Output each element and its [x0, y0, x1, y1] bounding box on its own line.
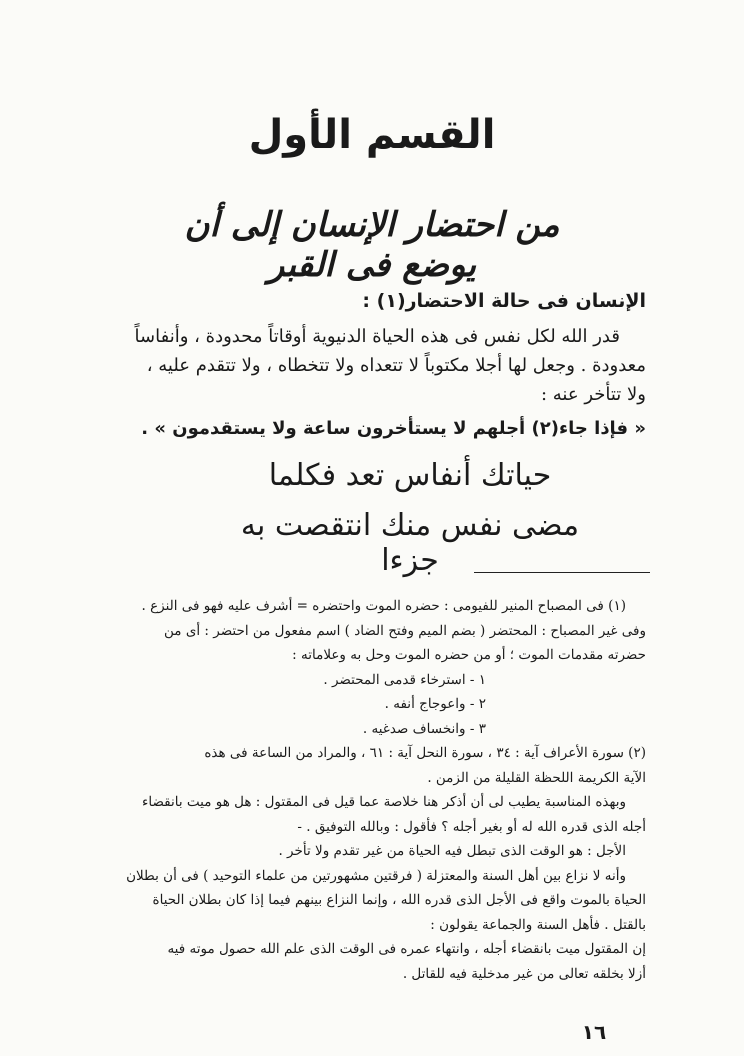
footnote-line: أزلا بخلقه تعالى من غير مدخلية فيه للقاتل .	[402, 965, 646, 982]
footnote-line: الآية الكريمة اللحظة القليلة من الزمن .	[427, 769, 646, 786]
footnote-line: ١ - استرخاء قدمى المحتضر .	[323, 671, 486, 688]
footnote-line: ٣ - وانخساف صدغيه .	[362, 720, 486, 737]
paragraph-line: ولا تتأخر عنه :	[541, 384, 646, 405]
footnote-line: حضرته مقدمات الموت ؛ أو من حضره الموت وحل به وعلاماته :	[292, 647, 646, 663]
subheading: الإنسان فى حالة الاحتضار(١) :	[362, 290, 646, 312]
footnote-line: وأنه لا نزاع بين أهل السنة والمعتزلة ( فرقتين مشهورتين من علماء التوحيد ) فى أن بطلان	[126, 867, 626, 884]
footnote-line: أجله الذى قدره الله له أو بغير أجله ؟ فأقول : وبالله التوفيق . -	[297, 818, 646, 835]
paragraph-line: معدودة . وجعل لها أجلا مكتوباً لا تتعداه ولا تتخطاه ، ولا تتقدم عليه ،	[146, 355, 646, 376]
chapter-title: من احتضار الإنسان إلى أن يوضع فى القبر	[184, 205, 560, 285]
poem-line-2: مضى نفس منك انتقصت به جزءا	[240, 508, 580, 578]
footnote-divider	[474, 572, 650, 573]
section-title: القسم الأول	[248, 112, 496, 158]
footnote-line: الأجل : هو الوقت الذى تبطل فيه الحياة من غير تقدم ولا تأخر .	[278, 843, 626, 859]
page-number: ١٦	[581, 1020, 607, 1044]
footnote-line: (١) فى المصباح المنير للفيومى : حضره الموت واحتضره = أشرف عليه فهو فى النزع .	[141, 598, 626, 614]
footnote-line: بالقتل . فأهل السنة والجماعة يقولون :	[430, 916, 646, 933]
quran-verse: « فإذا جاء(٢) أجلهم لا يستأخرون ساعة ولا يستقدمون » .	[141, 418, 646, 439]
footnote-line: وفى غير المصباح : المحتضر ( بضم الميم وفتح الضاد ) اسم مفعول من احتضر : أى من	[164, 622, 646, 639]
footnote-line: إن المقتول ميت بانقضاء أجله ، وانتهاء عمره فى الوقت الذى علم الله حصول موته فيه	[167, 941, 646, 957]
paragraph-line: قدر الله لكل نفس فى هذه الحياة الدنيوية أوقاتاً محدودة ، وأنفاساً	[134, 326, 620, 347]
footnote-line: ٢ - واعوجاج أنفه .	[384, 696, 486, 712]
footnotes	[86, 594, 646, 986]
intro-paragraph	[86, 322, 646, 409]
footnote-line: (٢) سورة الأعراف آية : ٣٤ ، سورة النحل آية : ٦١ ، والمراد من الساعة فى هذه	[204, 745, 646, 761]
footnote-line: وبهذه المناسبة يطيب لى أن أذكر هنا خلاصة عما قيل فى المقتول : هل هو ميت بانقضاء	[142, 794, 626, 810]
poem-line-1: حياتك أنفاس تعد فكلما	[268, 458, 552, 493]
footnote-line: الحياة بالموت واقع فى الأجل الذى قدره الله ، وإنما النزاع بينهم فيما إذا كان بطلان الحياة	[152, 892, 646, 908]
